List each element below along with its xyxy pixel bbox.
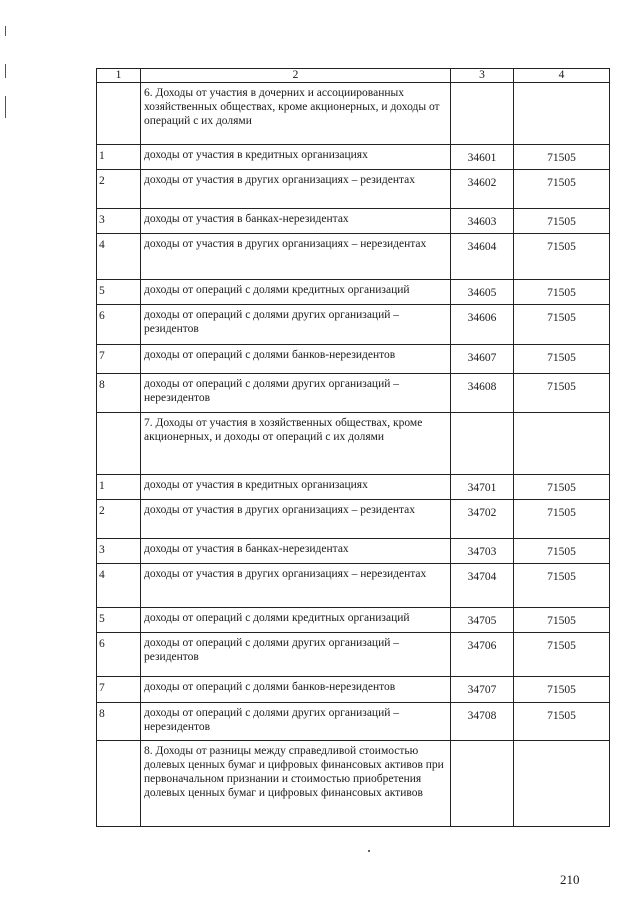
- symbol-code: 71505: [514, 345, 610, 374]
- account-code: [451, 83, 514, 145]
- account-code: 34706: [451, 633, 514, 677]
- scan-margin-mark: [5, 26, 6, 36]
- account-code: [451, 413, 514, 475]
- row-number: 3: [97, 539, 141, 564]
- row-number: [97, 83, 141, 145]
- page-number: 210: [560, 872, 580, 887]
- row-description: доходы от участия в других организациях – нерезидентах: [141, 564, 451, 608]
- row-number: 5: [97, 608, 141, 633]
- row-description: доходы от участия в других организациях – резидентах: [141, 500, 451, 539]
- scan-margin-mark: [5, 64, 6, 78]
- row-description: доходы от операций с долями кредитных организаций: [141, 608, 451, 633]
- symbol-code: 71505: [514, 539, 610, 564]
- table-row: [97, 703, 610, 741]
- row-number: 2: [97, 170, 141, 209]
- account-code: 34702: [451, 500, 514, 539]
- symbol-code: 71505: [514, 234, 610, 280]
- table-row: [97, 145, 610, 170]
- symbol-code: [514, 83, 610, 145]
- symbol-code: 71505: [514, 305, 610, 345]
- symbol-code: 71505: [514, 703, 610, 741]
- account-code: 34606: [451, 305, 514, 345]
- section-row-7: [97, 413, 610, 475]
- account-code: 34604: [451, 234, 514, 280]
- symbol-code: [514, 413, 610, 475]
- account-code: 34707: [451, 677, 514, 703]
- account-code: 34705: [451, 608, 514, 633]
- row-description: доходы от операций с долями других организаций – нерезидентов: [141, 374, 451, 413]
- row-number: 8: [97, 374, 141, 413]
- table-row: [97, 280, 610, 305]
- symbol-code: 71505: [514, 677, 610, 703]
- symbol-code: 71505: [514, 209, 610, 234]
- account-code: 34708: [451, 703, 514, 741]
- table-row: [97, 209, 610, 234]
- accounts-table: [96, 68, 610, 827]
- symbol-code: 71505: [514, 633, 610, 677]
- symbol-code: 71505: [514, 500, 610, 539]
- row-description: доходы от операций с долями других организаций – резидентов: [141, 305, 451, 345]
- section-row-8: [97, 741, 610, 827]
- row-description: доходы от участия в кредитных организациях: [141, 145, 451, 170]
- header-col-3: 3: [451, 69, 514, 83]
- symbol-code: 71505: [514, 145, 610, 170]
- table-row: [97, 374, 610, 413]
- row-description: доходы от участия в других организациях – нерезидентах: [141, 234, 451, 280]
- symbol-code: 71505: [514, 170, 610, 209]
- account-code: 34601: [451, 145, 514, 170]
- account-code: 34701: [451, 475, 514, 500]
- row-description: доходы от операций с долями других организаций – нерезидентов: [141, 703, 451, 741]
- symbol-code: [514, 741, 610, 827]
- row-number: 3: [97, 209, 141, 234]
- account-code: 34603: [451, 209, 514, 234]
- header-col-2: 2: [141, 69, 451, 83]
- row-number: 6: [97, 305, 141, 345]
- account-code: [451, 741, 514, 827]
- row-number: 1: [97, 475, 141, 500]
- symbol-code: 71505: [514, 374, 610, 413]
- table-row: [97, 539, 610, 564]
- table-row: [97, 475, 610, 500]
- row-number: 5: [97, 280, 141, 305]
- header-col-1: 1: [97, 69, 141, 83]
- row-number: 7: [97, 345, 141, 374]
- section-row-6: [97, 83, 610, 145]
- account-code: 34602: [451, 170, 514, 209]
- row-description: доходы от участия в кредитных организациях: [141, 475, 451, 500]
- table-row: [97, 500, 610, 539]
- row-description: доходы от операций с долями банков-нерезидентов: [141, 345, 451, 374]
- row-description: доходы от операций с долями банков-нерезидентов: [141, 677, 451, 703]
- row-number: 7: [97, 677, 141, 703]
- table-row: [97, 345, 610, 374]
- scan-margin-mark: [5, 96, 6, 118]
- table-row: [97, 234, 610, 280]
- table-row: [97, 564, 610, 608]
- symbol-code: 71505: [514, 475, 610, 500]
- table-row: [97, 305, 610, 345]
- table-row: [97, 170, 610, 209]
- row-number: 1: [97, 145, 141, 170]
- symbol-code: 71505: [514, 608, 610, 633]
- row-description: доходы от операций с долями кредитных организаций: [141, 280, 451, 305]
- table-row: [97, 677, 610, 703]
- row-description: доходы от операций с долями других организаций – резидентов: [141, 633, 451, 677]
- account-code: 34704: [451, 564, 514, 608]
- table-header-row: [97, 69, 610, 83]
- row-number: [97, 741, 141, 827]
- account-code: 34703: [451, 539, 514, 564]
- section-title: 8. Доходы от разницы между справедливой стоимостью долевых ценных бумаг и цифровых финансовых активов при первоначальном признании и стоимостью приобретения долевых ценных бумаг и цифровых финансовых активов: [141, 741, 451, 827]
- row-number: 8: [97, 703, 141, 741]
- row-description: доходы от участия в банках-нерезидентах: [141, 539, 451, 564]
- account-code: 34607: [451, 345, 514, 374]
- scan-dot: [368, 850, 370, 852]
- account-code: 34608: [451, 374, 514, 413]
- section-title: 6. Доходы от участия в дочерних и ассоциированных хозяйственных обществах, кроме акционерных, и доходы от операций с их долями: [141, 83, 451, 145]
- symbol-code: 71505: [514, 564, 610, 608]
- table-row: [97, 633, 610, 677]
- row-description: доходы от участия в банках-нерезидентах: [141, 209, 451, 234]
- table-row: [97, 608, 610, 633]
- row-number: 6: [97, 633, 141, 677]
- symbol-code: 71505: [514, 280, 610, 305]
- account-code: 34605: [451, 280, 514, 305]
- row-number: [97, 413, 141, 475]
- header-col-4: 4: [514, 69, 610, 83]
- row-description: доходы от участия в других организациях – резидентах: [141, 170, 451, 209]
- row-number: 4: [97, 234, 141, 280]
- section-title: 7. Доходы от участия в хозяйственных обществах, кроме акционерных, и доходы от операций с их долями: [141, 413, 451, 475]
- row-number: 2: [97, 500, 141, 539]
- row-number: 4: [97, 564, 141, 608]
